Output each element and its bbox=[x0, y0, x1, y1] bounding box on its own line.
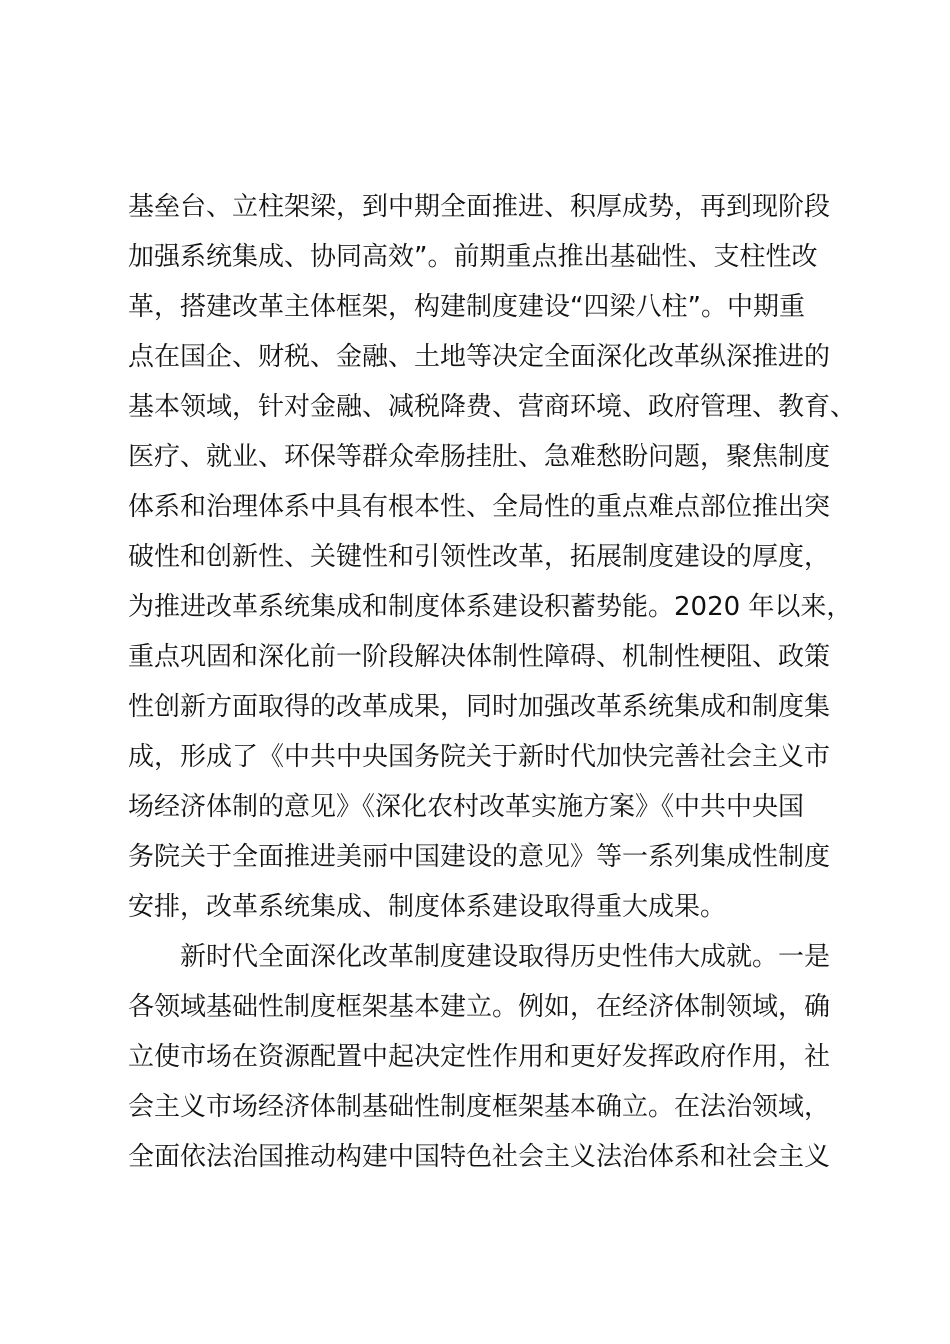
text-line: 务院关于全面推进美丽中国建设的意见》等一系列集成性制度 bbox=[128, 842, 831, 872]
text-line: 会主义市场经济体制基础性制度框架基本确立。在法治领域， bbox=[128, 1092, 831, 1122]
text-line: 重点巩固和深化前一阶段解决体制性障碍、机制性梗阻、政策 bbox=[128, 642, 831, 672]
body-text bbox=[128, 182, 857, 1182]
text-line: 基垒台、立柱架梁，到中期全面推进、积厚成势，再到现阶段 bbox=[128, 192, 831, 222]
text-line: 点在国企、财税、金融、土地等决定全面深化改革纵深推进的 bbox=[128, 342, 831, 372]
text-line: 基本领域，针对金融、减税降费、营商环境、政府管理、教育、 bbox=[128, 392, 857, 422]
text-line: 革，搭建改革主体框架，构建制度建设“四梁八柱”。中期重 bbox=[128, 292, 805, 322]
text-line: 各领域基础性制度框架基本建立。例如，在经济体制领域，确 bbox=[128, 992, 831, 1022]
paragraph-start-line: 新时代全面深化改革制度建设取得历史性伟大成就。一是 bbox=[180, 942, 831, 972]
text-line: 性创新方面取得的改革成果，同时加强改革系统集成和制度集 bbox=[128, 692, 831, 722]
text-line: 为推进改革系统集成和制度体系建设积蓄势能。2020 年以来， bbox=[128, 592, 853, 622]
text-line: 体系和治理体系中具有根本性、全局性的重点难点部位推出突 bbox=[128, 492, 831, 522]
text-line: 安排，改革系统集成、制度体系建设取得重大成果。 bbox=[128, 892, 727, 922]
text-line: 场经济体制的意见》《深化农村改革实施方案》《中共中央国 bbox=[128, 792, 805, 822]
text-line: 立使市场在资源配置中起决定性作用和更好发挥政府作用，社 bbox=[128, 1042, 831, 1072]
text-line: 医疗、就业、环保等群众牵肠挂肚、急难愁盼问题，聚焦制度 bbox=[128, 442, 831, 472]
text-line: 加强系统集成、协同高效”。前期重点推出基础性、支柱性改 bbox=[128, 242, 818, 272]
text-line: 全面依法治国推动构建中国特色社会主义法治体系和社会主义 bbox=[128, 1142, 831, 1172]
text-line: 成，形成了《中共中央国务院关于新时代加快完善社会主义市 bbox=[128, 742, 831, 772]
text-line: 破性和创新性、关键性和引领性改革，拓展制度建设的厚度， bbox=[128, 542, 831, 572]
